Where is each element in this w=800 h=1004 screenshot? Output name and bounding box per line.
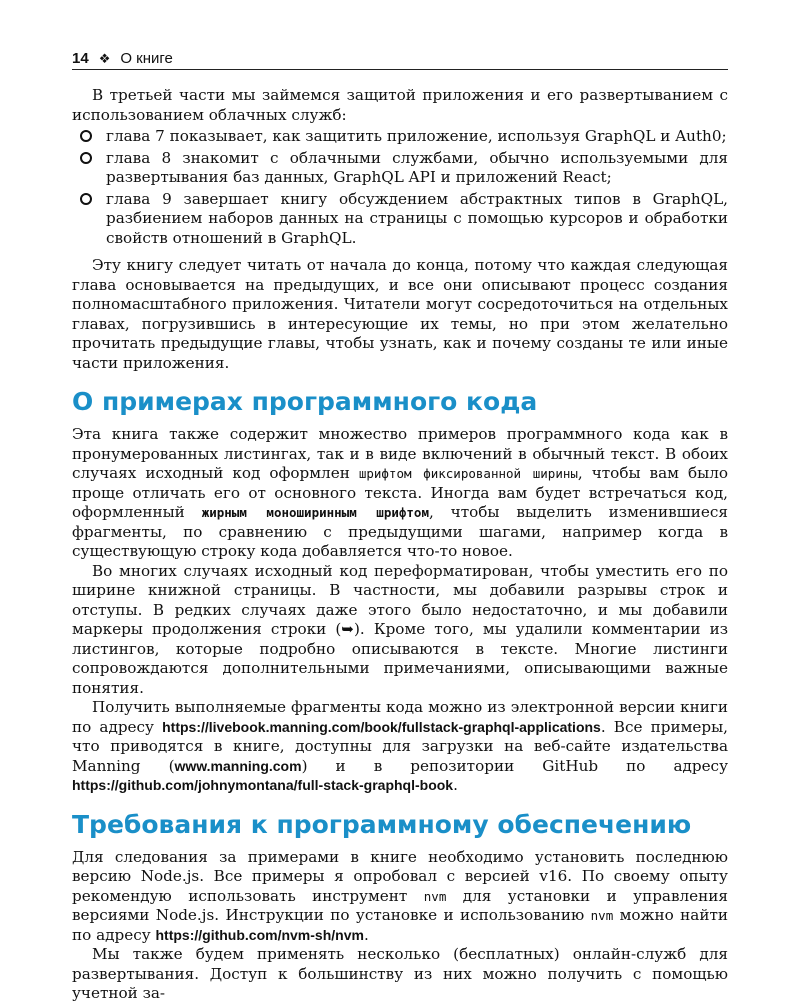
text-run: можно найти по адресу [72, 906, 728, 944]
text-run: для установки и управления версиями Node.js. Инструкции по установке и использованию [72, 886, 728, 924]
text-run: ) и в репозитории GitHub по адресу [301, 756, 728, 775]
bold-monospace-sample: жирным моноширинным шрифтом [201, 505, 429, 520]
text-run: Для следования за примерами в книге необходимо установить последнюю версию Node.js. Все примеры я опробовал с версией v16. По своему опыту рекомендую использовать инструмент [72, 847, 728, 905]
list-item [72, 149, 728, 188]
part3-intro: В третьей части мы займемся защитой приложения и его развертыванием с использованием облачных служб: [72, 86, 728, 124]
running-header [72, 50, 728, 67]
page-number: 14 [72, 50, 89, 67]
code-paragraph-3 [72, 698, 728, 796]
diamond-separator-icon: ❖ [98, 50, 111, 66]
code-paragraph-2: Во многих случаях исходный код переформатирован, чтобы уместить его по ширине книжной страницы. В частности, мы добавили разрывы строк и отступы. В редких случаях даже этого было недостаточно, и мы добавили маркеры продолжения строки (➥). Кроме того, мы удалили комментарии из листингов, которые подробно описываются в тексте. Многие листинги сопровождаются дополнительными примечаниями, описывающими важные понятия. [72, 561, 728, 697]
text-run: . Все примеры, что приводятся в книге, доступны для загрузки на веб-сайте издательства Manning ( [72, 717, 729, 775]
livebook-link[interactable]: https://livebook.manning.com/book/fullstack-graphql-applications [162, 718, 601, 735]
running-title: О книге [120, 50, 173, 67]
github-repo-link[interactable]: https://github.com/johnymontana/full-stack-graphql-book [72, 777, 454, 793]
manning-link[interactable]: www.manning.com [174, 757, 302, 774]
text-run: , чтобы вам было проще отличать его от основного текста. Иногда вам будет встречаться код, оформленный [72, 464, 729, 521]
circle-bullet-icon [80, 152, 92, 164]
list-item [72, 127, 728, 147]
list-item-text: глава 9 завершает книгу обсуждением абстрактных типов в GraphQL, разбиением наборов данных на страницы с помощью курсоров и обработки свойств отношений в GraphQL. [106, 189, 728, 247]
software-paragraph-2: Мы также будем применять несколько (бесплатных) онлайн-служб для развертывания. Доступ к большинству из них можно получить с помощью учетной за- [72, 945, 728, 1002]
text-run: Эта книга также содержит множество примеров программного кода как в пронумерованных листингах, так и в виде включений в обычный текст. В обоих случаях исходный код оформлен [72, 425, 728, 482]
text-run: . [363, 925, 369, 944]
section-heading-code: О примерах программного кода [72, 387, 538, 416]
circle-bullet-icon [80, 130, 92, 142]
text-run: . [453, 776, 458, 794]
page-body [72, 86, 728, 1004]
software-paragraph-1 [72, 848, 728, 946]
list-item-text: глава 8 знакомит с облачными службами, обычно используемыми для развертывания баз данных, GraphQL API и приложений React; [106, 148, 728, 186]
nvm-link[interactable]: https://github.com/nvm-sh/nvm [155, 926, 364, 943]
header-rule [72, 69, 728, 70]
text-run: Получить выполняемые фрагменты кода можно из электронной версии книги по адресу [72, 698, 728, 736]
text-run: , чтобы выделить изменившиеся фрагменты, по сравнению с предыдущими шагами, например когда в существующую строку кода добавляется что-то новое. [72, 503, 728, 560]
list-item-text: глава 7 показывает, как защитить приложение, используя GraphQL и Auth0; [106, 127, 727, 145]
section-heading-software: Требования к программному обеспечению [72, 809, 692, 839]
code-paragraph-1 [72, 425, 728, 562]
circle-bullet-icon [80, 193, 92, 205]
list-item [72, 190, 728, 249]
chapter-list [72, 127, 728, 248]
monospace-sample: шрифтом фиксированной ширины [358, 466, 578, 481]
reading-order-paragraph: Эту книгу следует читать от начала до конца, потому что каждая следующая глава основывается на предыдущих, и все они описывают процесс создания полномасштабного приложения. Читатели могут сосредоточиться на отдельных главах, погрузившись в интересующие их темы, но при этом желательно прочитать предыдущие главы, чтобы узнать, как и почему созданы те или иные части приложения. [72, 256, 728, 372]
nvm-mono: nvm [423, 888, 447, 904]
nvm-mono: nvm [590, 908, 614, 923]
